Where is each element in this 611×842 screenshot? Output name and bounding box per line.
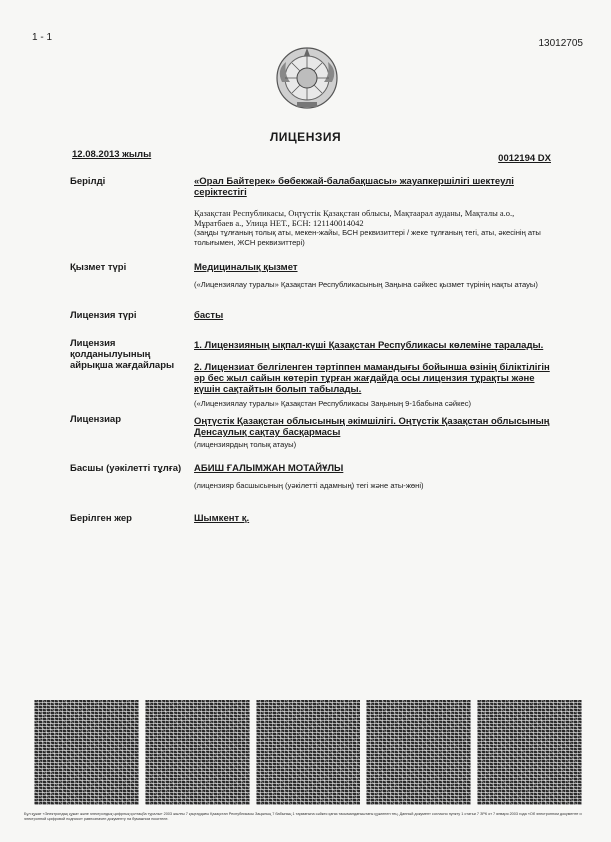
barcode-1	[34, 700, 139, 805]
issued-to-note: (заңды тұлғаның толық аты, мекен-жайы, БСН реквизиттері / жеке тұлғаның тегі, аты, әкесінің аты толығымен, ЖСН реквизиттері)	[194, 228, 541, 247]
conditions-note: («Лицензиялау туралы» Қазақстан Республикасы Заңының 9-1бабына сәйкес)	[194, 399, 472, 408]
place-value: Шымкент қ.	[194, 513, 250, 524]
service-type-note: («Лицензиялау туралы» Қазақстан Республикасының Заңына сәйкес қызмет түрінің нақты атауы)	[194, 280, 538, 289]
document-title: ЛИЦЕНЗИЯ	[269, 130, 342, 144]
document-code: 13012705	[538, 38, 583, 49]
license-number: 0012194 DX	[498, 153, 551, 164]
conditions-label: Лицензия қолданылуының айрықша жағдайлары	[70, 338, 175, 371]
licensor-note: (лицензиярдың толық атауы)	[194, 440, 297, 449]
issued-to-label: Берілді	[70, 176, 106, 187]
head-note: (лицензияр басшысының (уәкілетті адамның) тегі және аты-жөні)	[194, 481, 424, 490]
condition-item-2: 2. Лицензиат белгіленген тәртіппен мамандығы бойынша өзінің біліктілігін әр бес жыл сайын көтеріп тұрған жағдайда осы лицензия тұрақты және күшін сақтайтын болып табылады.	[194, 362, 550, 395]
service-type-label: Қызмет түрі	[70, 262, 127, 273]
page-number: 1 - 1	[32, 32, 53, 43]
head-value: АБИШ ҒАЛЫМЖАН МОТАЙҰЛЫ	[194, 463, 344, 474]
barcode-5	[477, 700, 582, 805]
barcode-3	[256, 700, 361, 805]
place-label: Берілген жер	[70, 513, 132, 524]
condition-item-1: 1. Лицензияның ықпал-күші Қазақстан Республикасы көлеміне таралады.	[194, 340, 544, 351]
issued-to-address: Қазақстан Республикасы, Оңтүстік Қазақстан облысы, Мақтаарал ауданы, Мақталы а.о., Мұратбаев а., Улица НЕТ., БСН: 121140014042	[194, 208, 515, 228]
barcode-4	[366, 700, 471, 805]
state-emblem-icon	[272, 42, 342, 112]
footer-legal-text: Бұл құжат «Электрондық құжат және электрондық цифрлық қолтаңба туралы» 2003 жылғы 7 қаңтардағы Қазақстан Республикасы Заңының 7 бабының 1 тармағына сәйкес қағаз тасымалдағыштағы құжатпен тең. Данный документ согласно пункту 1 статьи 7 ЗРК от 7 января 2003 года «Об электронном документе и электронной цифровой подписи» равнозначен документу на бумажном носителе.	[24, 812, 582, 821]
barcode-strip	[34, 700, 582, 805]
issue-date: 12.08.2013 жылы	[72, 149, 152, 160]
barcode-2	[145, 700, 250, 805]
issued-to-value: «Орал Байтерек» бөбекжай-балабақшасы» жауапкершілігі шектеулі серіктестігі	[194, 176, 514, 198]
service-type-value: Медициналық қызмет	[194, 262, 298, 273]
licensor-value: Оңтүстік Қазақстан облысының әкімшілігі. Оңтүстік Қазақстан облысының Денсаулық сақтау басқармасы	[194, 416, 550, 438]
licensor-label: Лицензиар	[70, 414, 122, 425]
head-label: Басшы (уәкілетті тұлға)	[70, 463, 182, 474]
license-type-label: Лицензия түрі	[70, 310, 137, 321]
license-type-value: басты	[194, 310, 224, 321]
